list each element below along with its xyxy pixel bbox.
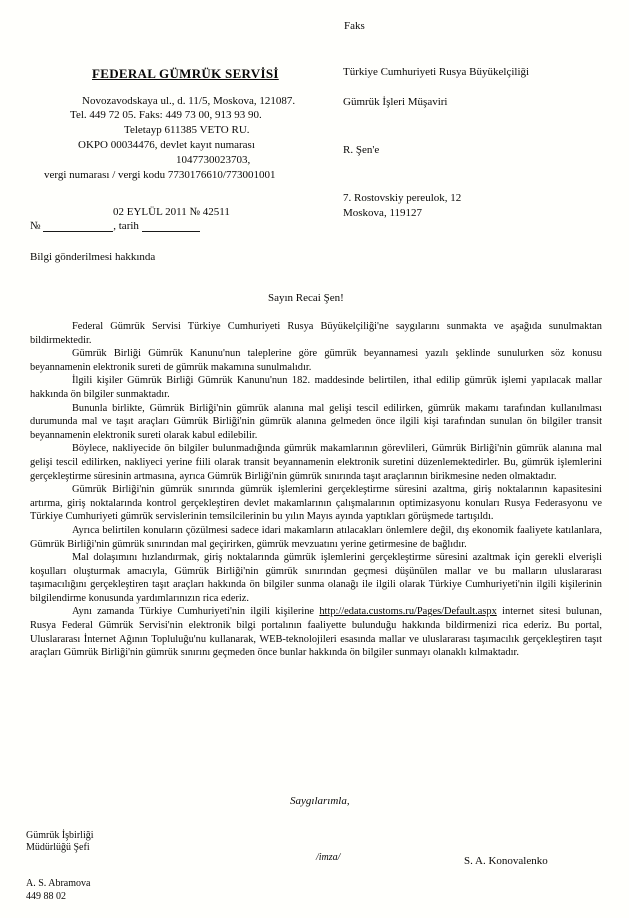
executor-phone: 449 88 02 [26, 891, 66, 902]
body-paragraph: Ayrıca belirtilen konuların çözülmesi sadece idari makamların atılacakları önlemlere değil, dış ekonomik faaliyete katılanlara, Gümrük Birliği'nin gümrük sınırından mal geçirirken, gümrük mevzuatını yerine getirmesine de bağlıdır. [30, 524, 602, 550]
sender-title-line: Müdürlüğü Şefi [26, 842, 90, 853]
link-intro-text: Aynı zamanda Türkiye Cumhuriyeti'nin ilgili kişilerine [72, 606, 315, 618]
reference-number-line: № , tarih [30, 220, 200, 232]
date-label: tarih [118, 220, 139, 232]
body-paragraph: Bununla birlikte, Gümrük Birliği'nin gümrük alanına mal gelişi tescil edilirken, gümrük makamı tarafından kullanılması durumunda mal ve taşıt araçları Gümrük Birliği'nin gümrük alanına gelmeden önce ilgili kişi tarafından sunulan ön bilgiler transit beyannamenin elektronik sureti olarak kabul edilebilir. [30, 402, 602, 441]
fax-label: Faks [344, 20, 365, 32]
letter-salutation: Sayın Recai Şen! [268, 292, 344, 304]
executor-name: A. S. Abramova [26, 878, 91, 889]
sender-tax-line: vergi numarası / vergi kodu 7730176610/773001001 [44, 169, 276, 181]
sender-teletype-line: Teletayp 611385 VETO RU. [124, 124, 250, 136]
body-paragraph: İlgili kişiler Gümrük Birliği Gümrük Kanunu'nun 182. maddesinde belirtilen, ithal edilip gümrük işlemi yapılacak mallar hakkında ön bilgiler sunmaktadır. [30, 375, 602, 400]
date-blank [142, 231, 200, 232]
link-outro-text: internet sitesi bulunan, Rusya Federal Gümrük Servisi'nin elektronik bilgi portalının faaliyette bulunduğu hakkında bildirmenizi rica ederiz. Bu portal, Uluslararası İnternet Ağının Topluluğu'nu kullanarak, WEB-teknolojileri esasında mallar ve uluslararası taşımacılık gerçekleştiren taşıt araçları Gümrük Birliği'nin gümrük sınırını geçmeden önce bunlar hakkında ön bilgiler sunmayı olanaklı kılmaktadır. [30, 606, 602, 659]
portal-link[interactable]: http://edata.customs.ru/Pages/Default.aspx [319, 606, 497, 618]
letter-subject: Bilgi gönderilmesi hakkında [30, 251, 156, 263]
body-paragraph: Gümrük Birliği'nin gümrük sınırında gümrük işlemlerini gerçekleştirme süresini azaltma, giriş noktalarının kapasitesini artırma, giriş noktalarında kontrol gerçekleştiren devlet makamlarının çalışmalarının optimizasyonu konuları Rusya Federasyonu ve Türkiye Cumhuriyeti gümrük servislerinin temsilcilerinin bu yılın Mayıs ayında yaptıkları görüşmede tartışıldı. [30, 484, 602, 523]
body-paragraph: Federal Gümrük Servisi Türkiye Cumhuriyeti Rusya Büyükelçiliği'ne saygılarını sunmakta ve aşağıda sunulmaktan bildirmektedir. [30, 321, 602, 346]
recipient-embassy: Türkiye Cumhuriyeti Rusya Büyükelçiliği [343, 66, 530, 78]
letter-closing: Saygılarımla, [290, 795, 350, 807]
number-label: № [30, 220, 41, 232]
sender-title-line: Gümrük İşbirliği [26, 830, 94, 841]
sender-title [26, 830, 94, 854]
body-paragraph-with-link [30, 605, 602, 659]
recipient-street: 7. Rostovskiy pereulok, 12 [343, 192, 462, 204]
document-date-number: 02 EYLÜL 2011 № 42511 [113, 206, 230, 218]
letter-body [30, 320, 602, 660]
sender-registration-number: 1047730023703, [176, 154, 251, 166]
body-paragraph: Böylece, nakliyecide ön bilgiler bulunmadığında gümrük makamlarının görevlileri, Gümrük Birliği'nin gümrük alanına mal gelişi tescil edilirken, nakliyeci yerine fiili olarak transit beyannamenin elektronik suretini düzenlemektedirler. Bu, gümrük işlemlerini gerçekleştirme süresinin artmasına, ayrıca Gümrük Birliği'nin gümrük sınırında taşıt araçlarının birikmesine neden olmaktadır. [30, 443, 602, 482]
body-paragraph: Mal dolaşımını hızlandırmak, giriş noktalarında gümrük işlemlerini gerçekleştirme süresini azaltmak için gerekli elverişli koşulları oluşturmak amacıyla, Gümrük Birliği'nin gümrük sınırından geçmesi düşünülen mallar ve bu malların uluslararası taşımacılığını gerçekleştiren taşıt araçları hakkında ön bilgiler sunma olanağı ile ilgili olarak Türkiye Cumhuriyeti'nin ilgili kişilerinin bilgilendirme konusunda yardımlarınızın rica ederiz. [30, 552, 602, 604]
recipient-city: Moskova, 119127 [343, 207, 423, 219]
sender-okpo-line: OKPO 00034476, devlet kayıt numarası [78, 139, 255, 151]
body-paragraph: Gümrük Birliği Gümrük Kanunu'nun taleplerine göre gümrük beyannamesi yazılı şeklinde sunulurken söz konusu beyannamenin elektronik sureti de gümrük makamına sunulmalıdır. [30, 348, 602, 373]
recipient-department: Gümrük İşleri Müşaviri [343, 96, 448, 108]
recipient-name: R. Şen'e [343, 144, 380, 156]
signature-mark: /imza/ [316, 852, 341, 863]
sender-organization-name: FEDERAL GÜMRÜK SERVİSİ [92, 66, 279, 81]
number-blank [43, 231, 113, 232]
sender-address-line: Novozavodskaya ul., d. 11/5, Moskova, 121087. [82, 95, 296, 107]
sender-phone-line: Tel. 449 72 05. Faks: 449 73 00, 913 93 90. [70, 109, 262, 121]
signer-name: S. A. Konovalenko [464, 855, 548, 867]
